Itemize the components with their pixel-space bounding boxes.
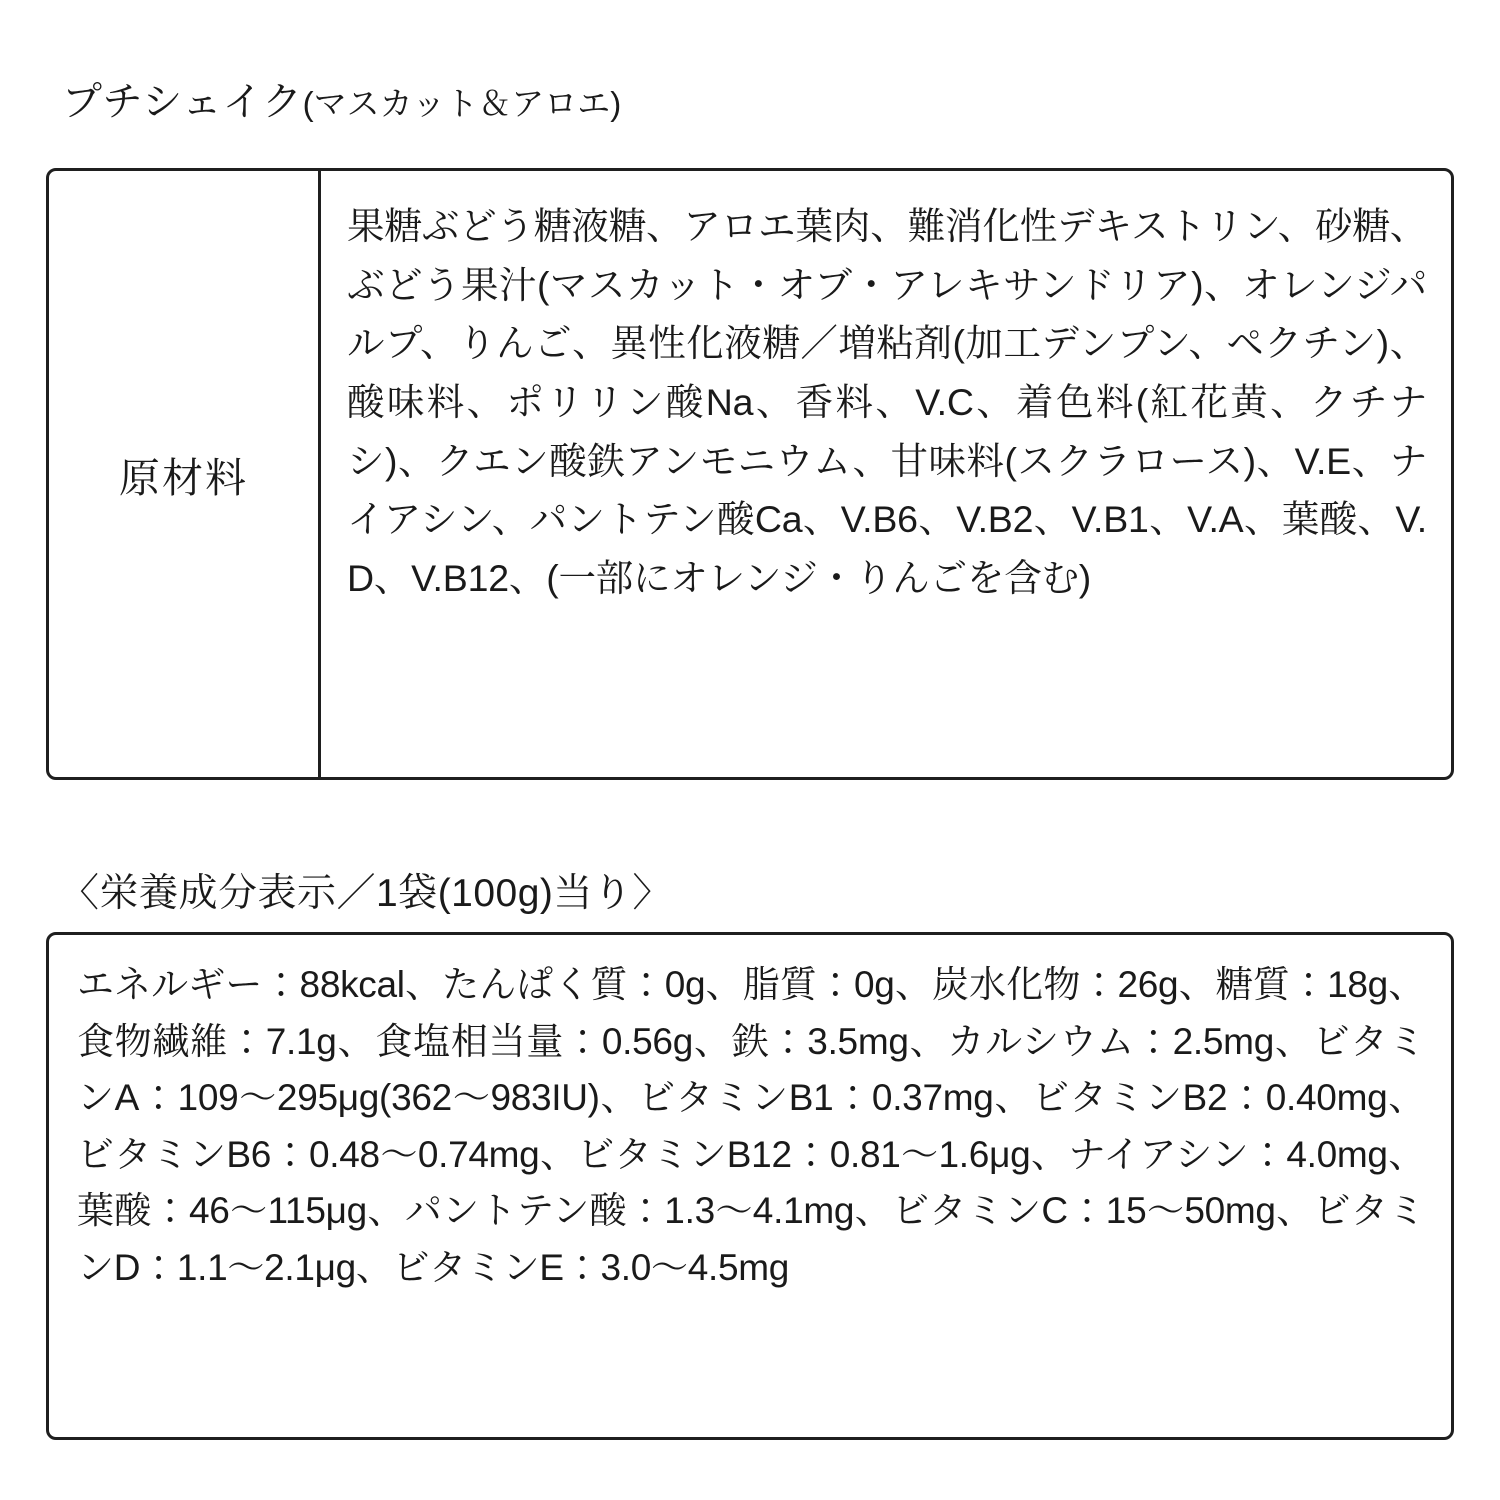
nutrition-text: エネルギー：88kcal、たんぱく質：0g、脂質：0g、炭水化物：26g、糖質：18g、食物繊維：7.1g、食塩相当量：0.56g、鉄：3.5mg、カルシウム：2.5mg、ビタミンA：109〜295μg(362〜983IU)、ビタミンB1：0.37mg、ビタミンB2：0.40mg、ビタミンB6：0.48〜0.74mg、ビタミンB12：0.81〜1.6μg、ナイアシン：4.0mg、葉酸：46〜115μg、パントテン酸：1.3〜4.1mg、ビタミンC：15〜50mg、ビタミンD：1.1〜2.1μg、ビタミンE：3.0〜4.5mg (77, 964, 1425, 1289)
product-name-main: プチシェイク (62, 80, 303, 124)
ingredients-text: 果糖ぶどう糖液糖、アロエ葉肉、難消化性デキストリン、砂糖、ぶどう果汁(マスカット・オブ・アレキサンドリア)、オレンジパルプ、りんご、異性化液糖／増粘剤(加工デンプン、ペクチン)、酸味料、ポリリン酸Na、香料、V.C、着色料(紅花黄、クチナシ)、クエン酸鉄アンモニウム、甘味料(スクラロース)、V.E、ナイアシン、パントテン酸Ca、V.B6、V.B2、V.B1、V.A、葉酸、V.D、V.B12、(一部にオレンジ・りんごを含む) (347, 205, 1427, 600)
ingredients-label: 原材料 (119, 454, 248, 501)
product-name-sub: (マスカット＆アロエ) (302, 85, 622, 122)
product-title (62, 78, 621, 126)
ingredients-label-cell (49, 171, 321, 777)
nutrition-box (46, 932, 1454, 1440)
nutrition-heading: 〈栄養成分表示／1袋(100g)当り〉 (60, 872, 672, 915)
ingredients-body-cell (321, 171, 1451, 777)
ingredients-table (46, 168, 1454, 780)
